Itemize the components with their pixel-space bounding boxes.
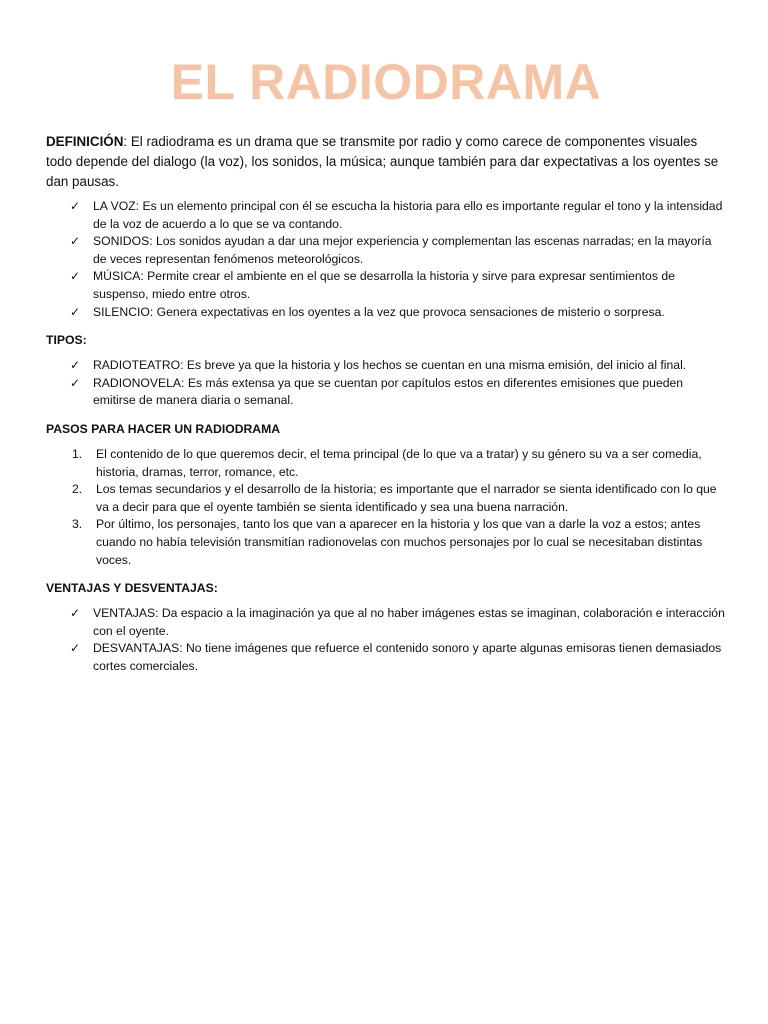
- tipos-list: [46, 357, 726, 410]
- pasos-heading: PASOS PARA HACER UN RADIODRAMA: [46, 421, 281, 436]
- checkmark-icon: ✓: [70, 606, 81, 621]
- list-item: [46, 481, 726, 516]
- elements-list: [46, 198, 726, 321]
- list-item-text: Por último, los personajes, tanto los que van a aparecer en la historia y los que van a darle la voz a estos; antes cuando no había televisión transmitían radionovelas con muchos personajes por lo cual se necesitaban distintas voces.: [96, 517, 703, 567]
- list-item: [46, 375, 726, 410]
- list-item: [46, 268, 726, 303]
- list-item-text: VENTAJAS: Da espacio a la imaginación ya que al no haber imágenes estas se imaginan, colaboración e interacción con el oyente.: [93, 606, 725, 638]
- step-number: 2.: [72, 482, 83, 497]
- list-item: [46, 357, 726, 375]
- list-item: [46, 304, 726, 322]
- definition-paragraph: [46, 132, 726, 192]
- list-item-text: RADIONOVELA: Es más extensa ya que se cuentan por capítulos estos en diferentes emisiones que pueden emitirse de manera diaria o semanal.: [93, 375, 684, 408]
- checkmark-icon: ✓: [70, 358, 81, 373]
- list-item-text: El contenido de lo que queremos decir, el tema principal (de lo que va a tratar) y su género su va a ser comedia, historia, dramas, terror, romance, etc.: [96, 446, 702, 479]
- list-item-text: DESVANTAJAS: No tiene imágenes que refuerce el contenido sonoro y aparte algunas emisoras tienen demasiados cortes comerciales.: [93, 641, 722, 673]
- list-item: [46, 516, 726, 569]
- list-item: [46, 233, 726, 268]
- ventajas-list: [46, 605, 726, 675]
- list-item-text: SONIDOS: Los sonidos ayudan a dar una mejor experiencia y complementan las escenas narradas; en la mayoría de veces representan fenómenos meteorológicos.: [93, 234, 712, 266]
- list-item: [46, 198, 726, 233]
- ventajas-heading: VENTAJAS Y DESVENTAJAS:: [46, 581, 218, 596]
- list-item-text: LA VOZ: Es un elemento principal con él se escucha la historia para ello es importante regular el tono y la intensidad de la voz de acuerdo a lo que se va contando.: [93, 199, 723, 231]
- list-item: [46, 446, 726, 481]
- checkmark-icon: ✓: [70, 304, 81, 319]
- list-item: [46, 605, 726, 640]
- list-item: [46, 640, 726, 675]
- list-item-text: SILENCIO: Genera expectativas en los oyentes a la vez que provoca sensaciones de misterio o sorpresa.: [93, 304, 665, 319]
- list-item-text: RADIOTEATRO: Es breve ya que la historia y los hechos se cuentan en una misma emisión, del inicio al final.: [93, 358, 687, 373]
- list-item-text: MÚSICA: Permite crear el ambiente en el que se desarrolla la historia y sirve para expresar sentimientos de suspenso, miedo entre otros.: [93, 269, 675, 301]
- checkmark-icon: ✓: [70, 641, 81, 656]
- pasos-list: [46, 446, 726, 569]
- checkmark-icon: ✓: [70, 234, 81, 249]
- checkmark-icon: ✓: [70, 375, 81, 390]
- checkmark-icon: ✓: [70, 199, 81, 213]
- tipos-heading: TIPOS:: [46, 333, 87, 348]
- definition-text: : El radiodrama es un drama que se transmite por radio y como carece de componentes visuales todo depende del dialogo (la voz), los sonidos, la música; aunque también para dar expectativas a los oyentes se dan pausas.: [46, 134, 719, 189]
- step-number: 3.: [72, 517, 83, 532]
- checkmark-icon: ✓: [70, 269, 81, 284]
- step-number: 1.: [72, 446, 83, 461]
- page-title: EL RADIODRAMA: [170, 54, 602, 110]
- list-item-text: Los temas secundarios y el desarrollo de la historia; es importante que el narrador se sienta identificado con lo que va a decir para que el oyente también se sienta identificado y sea una buena narración.: [96, 482, 717, 514]
- document-page: [46, 52, 726, 675]
- definition-label: DEFINICIÓN: [46, 134, 124, 149]
